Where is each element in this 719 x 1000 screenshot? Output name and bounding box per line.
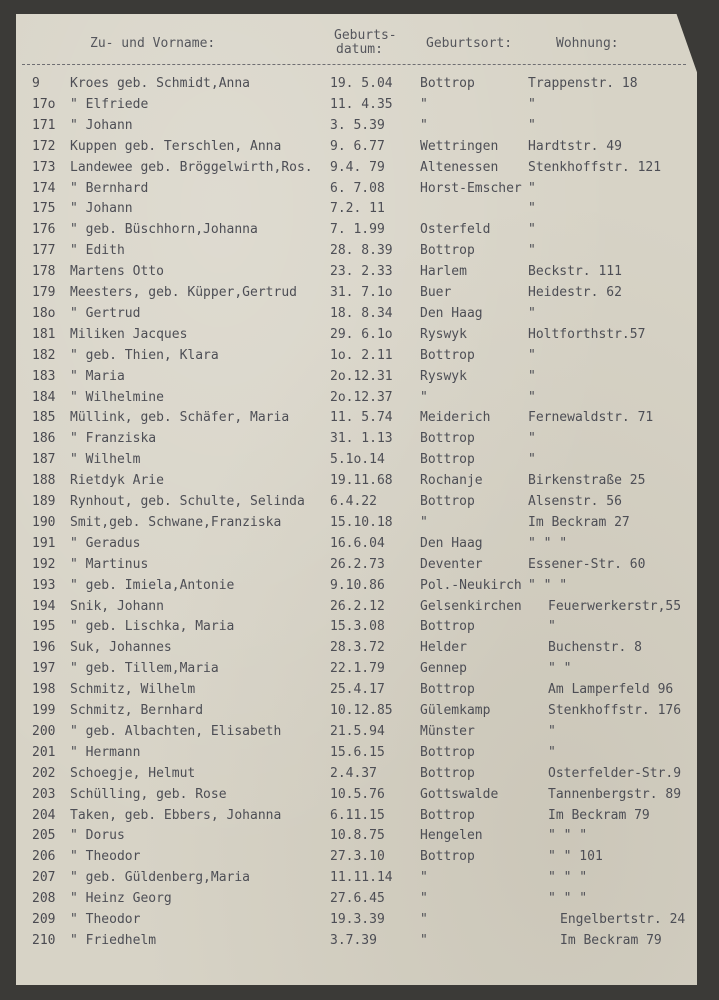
table-row <box>0 222 719 243</box>
address: Im Beckram 79 <box>548 807 650 823</box>
person-name: Landewee geb. Bröggelwirth,Ros. <box>70 159 313 175</box>
address: Alsenstr. 56 <box>528 494 622 509</box>
entry-number: 176 <box>32 222 56 238</box>
entry-number: 184 <box>32 389 56 405</box>
table-row <box>0 933 719 954</box>
entry-number: 206 <box>32 849 56 865</box>
address: " <box>548 619 556 635</box>
person-name: Meesters, geb. Küpper,Gertrud <box>70 285 297 300</box>
table-row <box>0 264 719 285</box>
address: " <box>528 347 536 363</box>
birth-place: Münster <box>420 723 475 739</box>
birth-date: 9. 6.77 <box>330 138 385 154</box>
birth-place: " <box>420 912 428 927</box>
table-row <box>0 661 719 682</box>
entry-number: 187 <box>32 452 56 468</box>
address: Am Lamperfeld 96 <box>548 682 674 698</box>
person-name: " Franziska <box>70 431 157 447</box>
birth-date: 26.2.73 <box>330 556 385 572</box>
entry-number: 185 <box>32 410 56 426</box>
address: Fernewaldstr. 71 <box>528 410 654 426</box>
table-row <box>0 578 719 599</box>
table-row <box>0 870 719 891</box>
table-row <box>0 369 719 390</box>
birth-date: 5.1o.14 <box>330 452 385 468</box>
address: Feuerwerkerstr,55 <box>548 598 682 614</box>
entry-number: 17o <box>32 96 56 112</box>
person-name: " Gertrud <box>70 305 141 321</box>
address: " " " <box>528 577 568 593</box>
birth-date: 15.6.15 <box>330 744 385 760</box>
table-row <box>0 118 719 139</box>
birth-place: Bottrop <box>420 494 475 509</box>
table-row <box>0 306 719 327</box>
person-name: Miliken Jacques <box>70 326 188 342</box>
entry-number: 186 <box>32 431 56 447</box>
person-name: Schoegje, Helmut <box>70 765 196 781</box>
birth-place: Gennep <box>420 661 467 677</box>
entry-number: 9 <box>32 76 40 91</box>
person-name: Smit,geb. Schwane,Franziska <box>70 514 282 530</box>
entry-number: 191 <box>32 535 56 551</box>
entry-number: 177 <box>32 243 56 259</box>
address: Buchenstr. 8 <box>548 640 642 656</box>
header-place-column: Geburtsort: <box>426 36 513 51</box>
birth-date: 28. 8.39 <box>330 243 393 259</box>
birth-place: " <box>420 870 428 886</box>
entry-number: 197 <box>32 661 56 677</box>
birth-place: " <box>420 96 428 112</box>
person-name: " Elfriede <box>70 96 149 112</box>
birth-date: 19.3.39 <box>330 912 385 927</box>
table-row <box>0 452 719 473</box>
birth-date: 9.10.86 <box>330 577 385 593</box>
birth-date: 7. 1.99 <box>330 222 385 238</box>
address: " " <box>548 661 572 677</box>
birth-place: Helder <box>420 640 467 656</box>
entry-number: 209 <box>32 912 56 927</box>
birth-place: Ryswyk <box>420 326 467 342</box>
table-row <box>0 201 719 222</box>
birth-place: " <box>420 389 428 405</box>
person-name: " geb. Thien, Klara <box>70 347 219 363</box>
birth-date: 19. 5.04 <box>330 76 393 91</box>
person-name: Schmitz, Bernhard <box>70 703 204 718</box>
birth-date: 15.3.08 <box>330 619 385 635</box>
entry-number: 199 <box>32 703 56 718</box>
birth-date: 19.11.68 <box>330 473 393 489</box>
table-row <box>0 97 719 118</box>
birth-place: Osterfeld <box>420 222 491 238</box>
entry-number: 201 <box>32 744 56 760</box>
address: " <box>548 723 556 739</box>
entry-number: 188 <box>32 473 56 489</box>
birth-date: 15.10.18 <box>330 514 393 530</box>
birth-place: Wettringen <box>420 138 499 154</box>
birth-date: 6. 7.08 <box>330 180 385 196</box>
entry-number: 183 <box>32 368 56 384</box>
address: " " " <box>548 828 588 844</box>
person-name: " Maria <box>70 368 125 384</box>
address: " <box>528 389 536 405</box>
person-name: " Dorus <box>70 828 125 844</box>
birth-date: 10.8.75 <box>330 828 385 844</box>
address: " " " <box>548 891 588 907</box>
person-name: Taken, geb. Ebbers, Johanna <box>70 807 282 823</box>
entry-number: 181 <box>32 326 56 342</box>
birth-place: Bottrop <box>420 347 475 363</box>
birth-date: 31. 7.1o <box>330 285 393 300</box>
person-name: " geb. Tillem,Maria <box>70 661 219 677</box>
table-row <box>0 766 719 787</box>
address: " <box>528 243 536 259</box>
table-row <box>0 348 719 369</box>
person-name: Rietdyk Arie <box>70 473 164 489</box>
table-row <box>0 682 719 703</box>
birth-place: Deventer <box>420 556 483 572</box>
birth-place: Harlem <box>420 264 467 280</box>
address: Birkenstraße 25 <box>528 473 646 489</box>
entry-number: 190 <box>32 514 56 530</box>
person-name: " geb. Imiela,Antonie <box>70 577 235 593</box>
birth-place: Bottrop <box>420 431 475 447</box>
person-name: Suk, Johannes <box>70 640 172 656</box>
person-name: Snik, Johann <box>70 598 164 614</box>
person-name: " Johann <box>70 117 133 133</box>
entry-number: 189 <box>32 494 56 509</box>
table-row <box>0 703 719 724</box>
birth-date: 3. 5.39 <box>330 117 385 133</box>
person-name: " geb. Lischka, Maria <box>70 619 235 635</box>
birth-place: Den Haag <box>420 535 483 551</box>
entry-number: 195 <box>32 619 56 635</box>
person-name: " Theodor <box>70 849 141 865</box>
table-row <box>0 76 719 97</box>
address: Hardtstr. 49 <box>528 138 622 154</box>
birth-date: 6.11.15 <box>330 807 385 823</box>
address: " " " <box>528 535 568 551</box>
header-date-column-line2: datum: <box>336 42 383 57</box>
table-row <box>0 599 719 620</box>
header-date-column-line1: Geburts- <box>334 28 397 43</box>
person-name: " Bernhard <box>70 180 149 196</box>
birth-place: Bottrop <box>420 849 475 865</box>
birth-place: Bottrop <box>420 243 475 259</box>
address: Trappenstr. 18 <box>528 76 638 91</box>
address: Engelbertstr. 24 <box>560 912 686 927</box>
person-name: " Wilhelmine <box>70 389 164 405</box>
table-row <box>0 787 719 808</box>
birth-date: 3.7.39 <box>330 932 377 948</box>
table-row <box>0 243 719 264</box>
entry-number: 194 <box>32 598 56 614</box>
birth-place: Gelsenkirchen <box>420 598 522 614</box>
address: Heidestr. 62 <box>528 285 622 300</box>
entry-number: 175 <box>32 201 56 217</box>
birth-place: Den Haag <box>420 305 483 321</box>
address: " <box>528 96 536 112</box>
address: " " 101 <box>548 849 603 865</box>
person-name: Kroes geb. Schmidt,Anna <box>70 76 251 91</box>
person-name: Rynhout, geb. Schulte, Selinda <box>70 494 305 509</box>
table-row <box>0 410 719 431</box>
person-name: Martens Otto <box>70 264 164 280</box>
birth-date: 16.6.04 <box>330 535 385 551</box>
birth-date: 1o. 2.11 <box>330 347 393 363</box>
birth-place: " <box>420 117 428 133</box>
person-name: " Johann <box>70 201 133 217</box>
entry-number: 205 <box>32 828 56 844</box>
table-row <box>0 808 719 829</box>
address: Stenkhoffstr. 176 <box>548 703 682 718</box>
entry-number: 204 <box>32 807 56 823</box>
birth-date: 28.3.72 <box>330 640 385 656</box>
birth-date: 9.4. 79 <box>330 159 385 175</box>
birth-date: 10.12.85 <box>330 703 393 718</box>
table-row <box>0 619 719 640</box>
birth-place: Bottrop <box>420 744 475 760</box>
address: " <box>528 368 536 384</box>
entry-number: 208 <box>32 891 56 907</box>
birth-date: 25.4.17 <box>330 682 385 698</box>
person-name: " Edith <box>70 243 125 259</box>
birth-place: Gottswalde <box>420 786 499 802</box>
entry-number: 198 <box>32 682 56 698</box>
entry-number: 200 <box>32 723 56 739</box>
person-name: " Geradus <box>70 535 141 551</box>
header-address-column: Wohnung: <box>556 36 619 51</box>
entry-number: 178 <box>32 264 56 280</box>
address: Beckstr. 111 <box>528 264 622 280</box>
table-row <box>0 139 719 160</box>
birth-date: 31. 1.13 <box>330 431 393 447</box>
birth-date: 27.3.10 <box>330 849 385 865</box>
entry-number: 202 <box>32 765 56 781</box>
table-row <box>0 640 719 661</box>
birth-place: Bottrop <box>420 619 475 635</box>
table-row <box>0 181 719 202</box>
birth-place: Pol.-Neukirch <box>420 577 522 593</box>
entry-number: 196 <box>32 640 56 656</box>
birth-place: " <box>420 891 428 907</box>
header-divider <box>22 64 686 65</box>
address: Holtforthstr.57 <box>528 326 646 342</box>
birth-place: Meiderich <box>420 410 491 426</box>
entry-number: 203 <box>32 786 56 802</box>
entry-number: 210 <box>32 932 56 948</box>
person-name: " geb. Güldenberg,Maria <box>70 870 251 886</box>
table-row <box>0 724 719 745</box>
birth-place: Bottrop <box>420 76 475 91</box>
person-name: " Wilhelm <box>70 452 141 468</box>
address: Tannenbergstr. 89 <box>548 786 682 802</box>
address: Im Beckram 79 <box>560 932 662 948</box>
birth-date: 2o.12.31 <box>330 368 393 384</box>
table-row <box>0 828 719 849</box>
header-name-column: Zu- und Vorname: <box>90 36 216 51</box>
address: " <box>528 180 536 196</box>
table-row <box>0 473 719 494</box>
person-name: " Friedhelm <box>70 932 157 948</box>
birth-place: " <box>420 514 428 530</box>
birth-place: Bottrop <box>420 765 475 781</box>
birth-date: 22.1.79 <box>330 661 385 677</box>
table-row <box>0 536 719 557</box>
entry-number: 18o <box>32 305 56 321</box>
table-row <box>0 390 719 411</box>
birth-place: Hengelen <box>420 828 483 844</box>
birth-date: 21.5.94 <box>330 723 385 739</box>
person-name: " Heinz Georg <box>70 891 172 907</box>
person-name: Kuppen geb. Terschlen, Anna <box>70 138 282 154</box>
address: Stenkhoffstr. 121 <box>528 159 662 175</box>
birth-place: Ryswyk <box>420 368 467 384</box>
entry-number: 172 <box>32 138 56 154</box>
entry-number: 182 <box>32 347 56 363</box>
birth-date: 23. 2.33 <box>330 264 393 280</box>
birth-place: Bottrop <box>420 682 475 698</box>
birth-date: 2.4.37 <box>330 765 377 781</box>
birth-date: 11. 5.74 <box>330 410 393 426</box>
table-row <box>0 160 719 181</box>
birth-place: " <box>420 932 428 948</box>
address: " <box>528 222 536 238</box>
birth-place: Bottrop <box>420 807 475 823</box>
address: Osterfelder-Str.9 <box>548 765 682 781</box>
entry-number: 171 <box>32 117 56 133</box>
entry-number: 179 <box>32 285 56 300</box>
birth-date: 11. 4.35 <box>330 96 393 112</box>
address: Essener-Str. 60 <box>528 556 646 572</box>
person-name: Schülling, geb. Rose <box>70 786 227 802</box>
address: " <box>528 305 536 321</box>
birth-date: 10.5.76 <box>330 786 385 802</box>
table-row <box>0 431 719 452</box>
address: " <box>528 201 536 217</box>
table-row <box>0 891 719 912</box>
birth-place: Altenessen <box>420 159 499 175</box>
entry-number: 173 <box>32 159 56 175</box>
person-name: " geb. Albachten, Elisabeth <box>70 723 282 739</box>
person-name: Schmitz, Wilhelm <box>70 682 196 698</box>
person-name: " Martinus <box>70 556 149 572</box>
address: Im Beckram 27 <box>528 514 630 530</box>
person-name: " Theodor <box>70 912 141 927</box>
birth-place: Rochanje <box>420 473 483 489</box>
person-name: " geb. Büschhorn,Johanna <box>70 222 258 238</box>
table-row <box>0 557 719 578</box>
table-row <box>0 327 719 348</box>
birth-date: 2o.12.37 <box>330 389 393 405</box>
address: " <box>528 431 536 447</box>
address: " <box>548 744 556 760</box>
birth-date: 6.4.22 <box>330 494 377 509</box>
birth-date: 7.2. 11 <box>330 201 385 217</box>
birth-date: 27.6.45 <box>330 891 385 907</box>
table-row <box>0 745 719 766</box>
table-row <box>0 515 719 536</box>
birth-date: 26.2.12 <box>330 598 385 614</box>
table-row <box>0 912 719 933</box>
address: " <box>528 117 536 133</box>
birth-place: Gülemkamp <box>420 703 491 718</box>
person-name: " Hermann <box>70 744 141 760</box>
birth-place: Horst-Emscher <box>420 180 522 196</box>
person-name: Müllink, geb. Schäfer, Maria <box>70 410 290 426</box>
birth-place: Buer <box>420 285 452 300</box>
table-row <box>0 494 719 515</box>
entry-number: 174 <box>32 180 56 196</box>
birth-place: Bottrop <box>420 452 475 468</box>
address: " <box>528 452 536 468</box>
entry-number: 193 <box>32 577 56 593</box>
table-row <box>0 285 719 306</box>
birth-date: 11.11.14 <box>330 870 393 886</box>
entry-number: 192 <box>32 556 56 572</box>
birth-date: 18. 8.34 <box>330 305 393 321</box>
address: " " " <box>548 870 588 886</box>
table-row <box>0 849 719 870</box>
birth-date: 29. 6.1o <box>330 326 393 342</box>
entry-number: 207 <box>32 870 56 886</box>
